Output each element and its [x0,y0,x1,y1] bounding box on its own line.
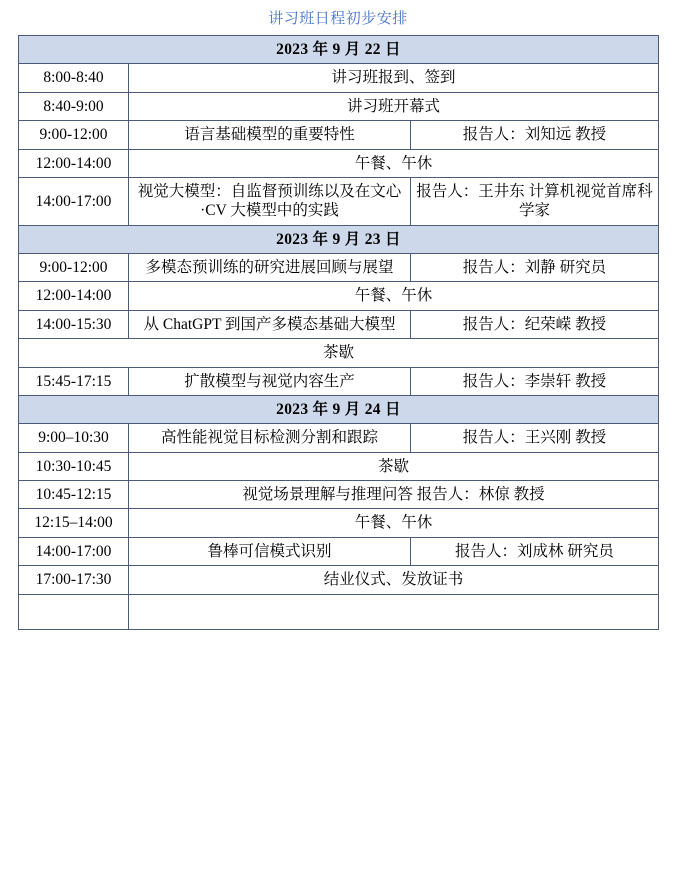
table-row [19,509,659,537]
row-speaker: 报告人：李崇轩 教授 [411,367,659,395]
table-row-day-header [19,36,659,64]
table-row-day-header [19,225,659,253]
row-speaker: 报告人：刘静 研究员 [411,254,659,282]
row-speaker: 报告人：纪荣嵘 教授 [411,310,659,338]
row-time: 8:40-9:00 [19,92,129,120]
day-header-label: 2023 年 9 月 24 日 [19,395,659,423]
table-row [19,121,659,149]
row-text: 午餐、午休 [129,149,659,177]
day-header-label: 2023 年 9 月 23 日 [19,225,659,253]
table-row [19,92,659,120]
table-row [19,310,659,338]
row-time: 12:00-14:00 [19,282,129,310]
table-row [19,566,659,594]
row-time: 14:00-17:00 [19,537,129,565]
row-time [19,594,129,629]
table-row [19,149,659,177]
row-text: 结业仪式、发放证书 [129,566,659,594]
row-time: 10:45-12:15 [19,481,129,509]
table-row [19,424,659,452]
day-header-label: 2023 年 9 月 22 日 [19,36,659,64]
row-text [129,594,659,629]
row-time: 12:15–14:00 [19,509,129,537]
row-text: 视觉场景理解与推理问答 报告人：林倞 教授 [129,481,659,509]
table-row [19,537,659,565]
row-text: 午餐、午休 [129,509,659,537]
table-row-empty [19,594,659,629]
row-text: 讲习班报到、签到 [129,64,659,92]
schedule-table-body [19,36,659,630]
row-speaker: 报告人：王兴刚 教授 [411,424,659,452]
row-text: 茶歇 [19,339,659,367]
table-row [19,452,659,480]
table-row [19,282,659,310]
table-row [19,254,659,282]
row-time: 9:00-12:00 [19,121,129,149]
row-topic: 鲁棒可信模式识别 [129,537,411,565]
row-speaker: 报告人：刘成林 研究员 [411,537,659,565]
row-topic: 从 ChatGPT 到国产多模态基础大模型 [129,310,411,338]
row-speaker: 报告人：王井东 计算机视觉首席科学家 [411,177,659,225]
table-row [19,481,659,509]
row-time: 14:00-15:30 [19,310,129,338]
row-text: 讲习班开幕式 [129,92,659,120]
row-topic: 高性能视觉目标检测分割和跟踪 [129,424,411,452]
row-topic: 语言基础模型的重要特性 [129,121,411,149]
row-time: 12:00-14:00 [19,149,129,177]
row-time: 8:00-8:40 [19,64,129,92]
row-time: 15:45-17:15 [19,367,129,395]
page-title: 讲习班日程初步安排 [268,10,408,27]
row-text: 午餐、午休 [129,282,659,310]
table-row [19,177,659,225]
row-topic: 扩散模型与视觉内容生产 [129,367,411,395]
row-time: 9:00-12:00 [19,254,129,282]
row-speaker: 报告人：刘知远 教授 [411,121,659,149]
row-text: 茶歇 [129,452,659,480]
row-time: 9:00–10:30 [19,424,129,452]
row-time: 14:00-17:00 [19,177,129,225]
row-time: 17:00-17:30 [19,566,129,594]
row-topic: 多模态预训练的研究进展回顾与展望 [129,254,411,282]
row-time: 10:30-10:45 [19,452,129,480]
table-row-day-header [19,395,659,423]
row-topic: 视觉大模型：自监督预训练以及在文心·CV 大模型中的实践 [129,177,411,225]
table-row [19,367,659,395]
table-row [19,64,659,92]
schedule-table [18,35,659,630]
table-row [19,339,659,367]
